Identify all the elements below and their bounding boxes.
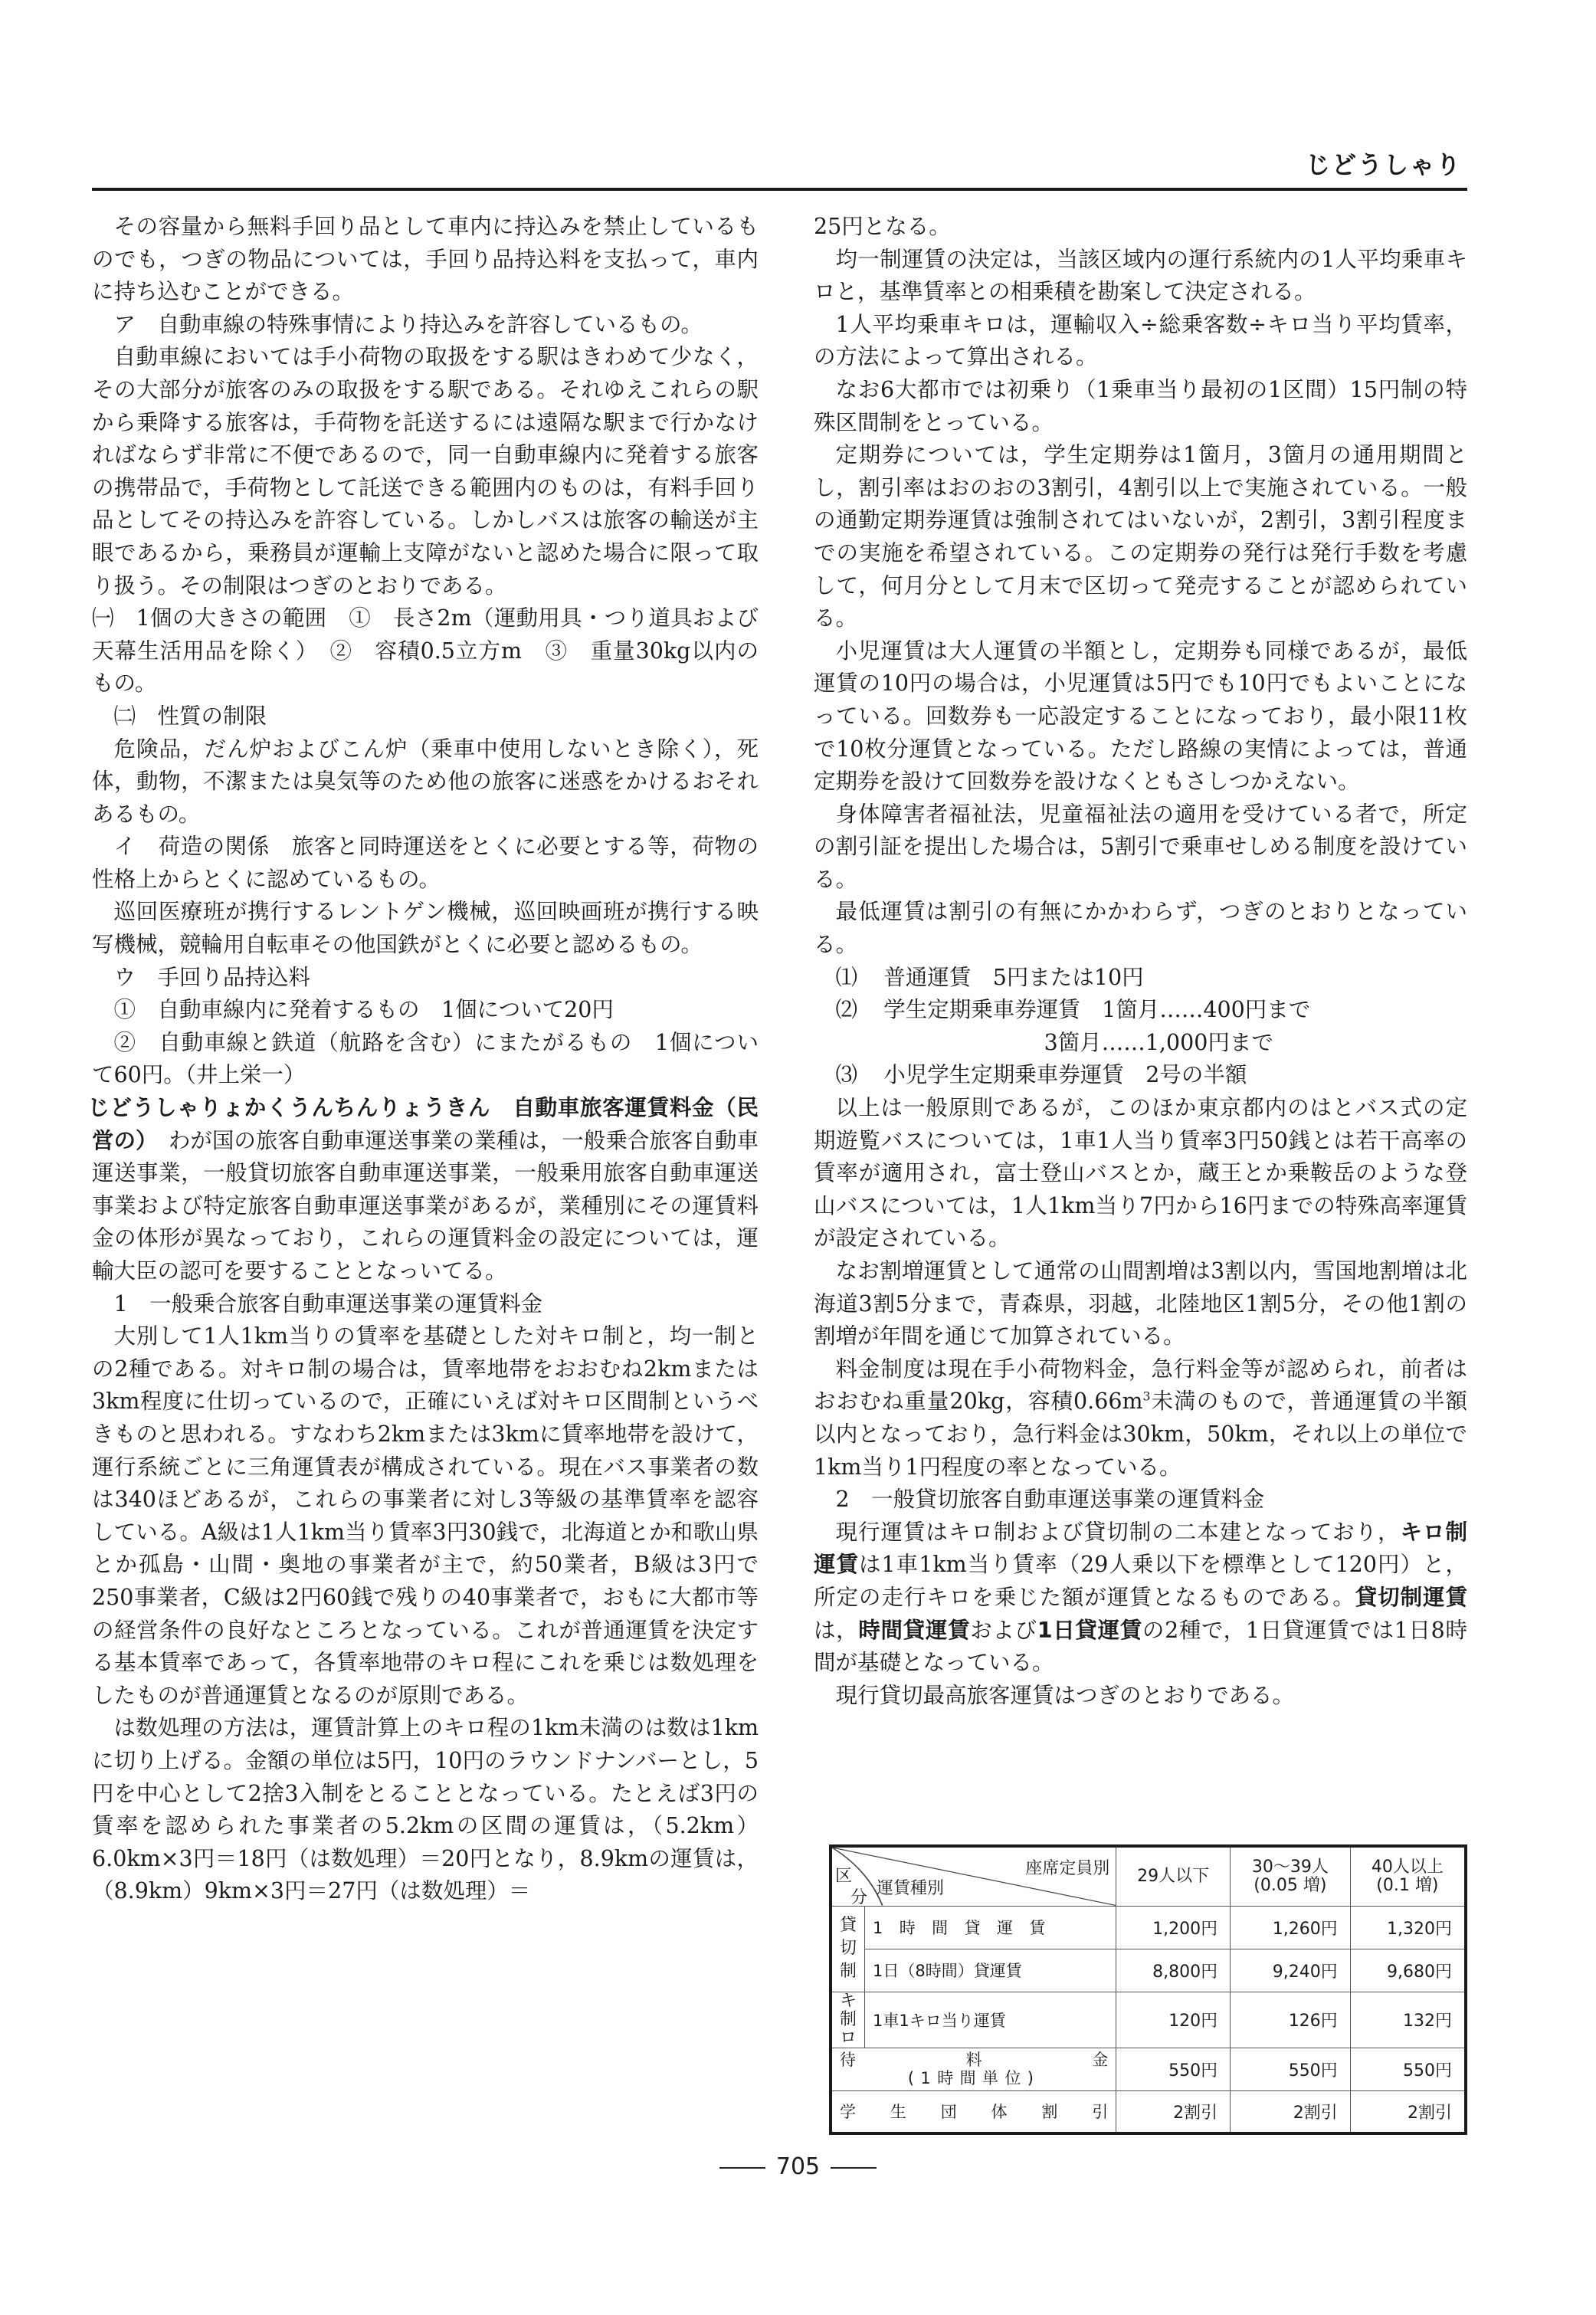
running-head: じどうしゃり [1305, 150, 1462, 179]
waiting-fee-unit: (1時間単位) [907, 2069, 1041, 2087]
text-run: 料金制度は現在手小荷物料金，急行料金等が認められ，前者はおおむね重量20kg，容積0.66m [814, 1356, 1467, 1415]
label-char: 学 [840, 2103, 856, 2122]
column-header-label: 30～39人 [1251, 1857, 1329, 1877]
table-cell: 1,260円 [1231, 1906, 1351, 1949]
bold-term: 1日貸運賃 [1037, 1617, 1142, 1643]
column-header [1231, 1846, 1351, 1906]
label-char: 金 [1092, 2051, 1109, 2069]
table-row [831, 1906, 1466, 1949]
row-label: 1 時 間 貸 運 賃 [865, 1906, 1116, 1949]
label-char: 引 [1092, 2103, 1109, 2122]
paragraph [814, 1517, 1467, 1680]
table-cell: 550円 [1231, 2048, 1351, 2090]
corner-label-kubun: 区 [835, 1867, 853, 1886]
paragraph: なお6大都市では初乗り（1乗車当り最初の1区間）15円制の特殊区間制をとっている。 [814, 376, 1467, 435]
page-number-dash [831, 2167, 877, 2169]
table-cell: 9,680円 [1350, 1949, 1466, 1992]
group-label-kashikiri [831, 1906, 865, 1992]
paragraph: 大別して1人1km当りの賃率を基礎とした対キロ制と，均一制との2種である。対キロ制の場合は，賃率地帯をおおむね2kmまたは3km程度に仕切っているので，正確にいえば対キロ区間制というべきものと思われる。すなわち2kmまたは3kmに賃率地帯を設けて，運行系統ごとに三角運賃表が構成されている。現在バス事業者の数は340ほどあるが，これらの事業者に対し3等級の基準賃率を認容している。A級は1人1km当り賃率3円30銭で，北海道とか和歌山県とか孤島・山間・奥地の事業者が主で，約50業者，B級は3円で250事業者，C級は2円60銭で残りの40事業者で，おもに大都市等の経営条件の良好なところとなっている。これが普通運賃を決定する基本賃率であって，各賃率地帯のキロ程にこれを乗じは数処理をしたものが普通運賃となるのが原則である。 [92, 1323, 759, 1708]
paragraph: 均一制運賃の決定は，当該区域内の運行系統内の1人平均乗車キロと，基準賃率との相乗積を勘案して決定される。 [814, 246, 1467, 305]
row-label-waiting-fee [831, 2048, 1116, 2090]
paragraph: 25円となる。 [814, 214, 951, 239]
corner-label-fare-type: 運賃種別 [877, 1879, 945, 1898]
table-cell: 2割引 [1350, 2090, 1466, 2133]
left-column [87, 211, 759, 1908]
row-label: 1車1キロ当り運賃 [865, 1992, 1116, 2048]
paragraph: 以上は一般原則であるが，このほか東京都内のはとバス式の定期遊覧バスについては，1車1人当り賃率3円50銭とは若干高率の賃率が適用され，富士登山バスとか，蔵王とか乗鞍岳のような登山バスについては，1人1km当り7円から16円までの特殊高率運賃が設定されている。 [814, 1095, 1467, 1251]
text-run: 現行運賃はキロ制および貸切制の二本建となっており， [835, 1519, 1401, 1545]
column-header-note: (0.1 増) [1376, 1875, 1439, 1895]
list-item-i: イ 荷造の関係 旅客と同時運送をとくに必要とする等，荷物の性格上からとくに認めているもの。 [92, 834, 759, 892]
table-cell: 550円 [1116, 2048, 1231, 2090]
waiting-fee-label [840, 2051, 1108, 2069]
row-label: 1日（8時間）貸運賃 [865, 1949, 1116, 1992]
page-number-value: 705 [775, 2153, 821, 2180]
paragraph: 危険品，だん炉およびこん炉（乗車中使用しないとき除く），死体，動物，不潔または臭気等のため他の旅客に迷惑をかけるおそれあるもの。 [92, 736, 759, 827]
group-label-kiro: キ制ロ [831, 1992, 865, 2048]
section-heading-2: 2 一般貸切旅客自動車運送事業の運賃料金 [835, 1487, 1265, 1513]
paragraph [814, 1353, 1467, 1484]
list-number: ⑴ [835, 964, 858, 990]
sub-item-size-limit: ㈠ 1個の大きさの範囲 ① 長さ2m（運動用具・つり道具および天幕生活用品を除く） ② 容積0.5立方m ③ 重量30kg以内のもの。 [92, 605, 759, 697]
vertical-label-char: 切 [839, 1939, 857, 1958]
label-char: 体 [991, 2103, 1008, 2122]
table-cell: 8,800円 [1116, 1949, 1231, 1992]
section-heading-1: 1 一般乗合旅客自動車運送事業の運賃料金 [113, 1290, 543, 1317]
paragraph: なお割増運賃として通常の山間割増は3割以内，雪国地割増は北海道3割5分まで，青森県，羽越，北陸地区1割5分，その他1割の割増が年間を通じて加算されている。 [814, 1258, 1467, 1349]
min-fare-row [814, 962, 1467, 995]
text-run: は， [814, 1617, 859, 1643]
table-cell: 132円 [1350, 1992, 1466, 2048]
corner-label-seat-capacity: 座席定員別 [1025, 1859, 1110, 1878]
vertical-label [832, 1914, 864, 1983]
column-header [1350, 1846, 1466, 1906]
paragraph: 巡回医療班が携行するレントゲン機械，巡回映画班が携行する映写機械，競輪用自転車その他国鉄がとくに必要と認めるもの。 [92, 899, 759, 958]
min-fare-row [814, 1059, 1467, 1092]
column-header-label: 29人以下 [1137, 1866, 1210, 1886]
table-cell: 550円 [1350, 2048, 1466, 2090]
table-corner-cell [831, 1846, 1116, 1906]
table-cell: 2割引 [1231, 2090, 1351, 2133]
table-cell: 120円 [1116, 1992, 1231, 2048]
table-row [831, 1992, 1466, 2048]
charter-fare-table [829, 1844, 1467, 2135]
column-header-note: (0.05 増) [1254, 1875, 1327, 1895]
fee-item-2: ② 自動車線と鉄道（航路を含む）にまたがるもの 1個について60円。（井上栄一） [92, 1029, 759, 1088]
list-item-a: ア 自動車線の特殊事情により持込みを許容しているもの。 [113, 311, 703, 337]
fee-item-1: ① 自動車線内に発着するもの 1個について20円 [113, 997, 614, 1023]
column-header [1116, 1846, 1231, 1906]
paragraph: は数処理の方法は，運賃計算上のキロ程の1km未満のは数は1kmに切り上げる。金額の単位は5円，10円のラウンドナンバーとし，5円を中心として2捨3入制をとることとなっている。たとえば3円の賃率を認められた事業者の5.2kmの区間の運賃は，（5.2km）6.0km×3円＝18円（は数処理）＝20円となり，8.9kmの運賃は，（8.9km）9km×3円＝27円（は数処理）＝ [92, 1715, 759, 1904]
list-label: 普通運賃 [883, 964, 972, 990]
list-value: 1箇月……400円まで [1102, 997, 1311, 1023]
text-run: は1車1km当り賃率（29人乗以下を標準として120円）と，所定の走行キロを乗じた額が運賃となるものである。 [814, 1552, 1467, 1610]
entry-body: わが国の旅客自動車運送事業の業種は，一般乗合旅客自動車運送事業，一般貸切旅客自動車運送事業，一般乗用旅客自動車運送事業および特定旅客自動車運送事業があるが，業種別にその運賃料金の体形が異なっており，これらの運賃料金の設定については，運輸大臣の認可を要することとなっいてる。 [92, 1127, 759, 1284]
list-item-u: ウ 手回り品持込料 [113, 964, 311, 990]
table-cell: 1,320円 [1350, 1906, 1466, 1949]
paragraph: 身体障害者福祉法，児童福祉法の適用を受けている者で，所定の割引証を提出した場合は，5割引で乗車せしめる制度を設けている。 [814, 801, 1467, 892]
table-cell: 126円 [1231, 1992, 1351, 2048]
page-number-dash [719, 2167, 765, 2169]
paragraph: 最低運賃は割引の有無にかかわらず，つぎのとおりとなっている。 [814, 899, 1467, 958]
paragraph: 定期券については，学生定期券は1箇月，3箇月の通用期間とし，割引率はおのおの3割引，4割引以上で実施されている。一般の通勤定期券運賃は強制されてはいないが，2割引，3割引程度までの実施を希望されている。この定期券の発行は発行手数を考慮して，何月分として月末で区切って発売することが認められている。 [814, 442, 1467, 631]
list-value: 5円または10円 [992, 964, 1144, 990]
text-run: の2種で，1日貸運賃では1日8時間が基礎となっている。 [814, 1617, 1467, 1676]
vertical-label-char: 制 [839, 1962, 857, 1981]
min-fare-continuation: 3箇月……1,000円まで [1044, 1029, 1273, 1055]
paragraph: その容量から無料手回り品として車内に持込みを禁止しているものでも，つぎの物品については，手回り品持込料を支払って，車内に持ち込むことができる。 [92, 214, 759, 305]
dictionary-entry [87, 1092, 759, 1288]
list-label: 小児学生定期乗車券運賃 [883, 1062, 1124, 1088]
label-char: 生 [890, 2103, 906, 2122]
table-cell: 2割引 [1116, 2090, 1231, 2133]
table-row [831, 2048, 1466, 2090]
table-cell: 9,240円 [1231, 1949, 1351, 1992]
entry-headword: じどうしゃりょかくうんちんりょうきん 自動車旅客運賃料金（民営の） [87, 1095, 759, 1153]
page-number [0, 2153, 1596, 2180]
list-number: ⑶ [835, 1062, 858, 1088]
paragraph: 自動車線においては手小荷物の取扱をする駅はきわめて少なく，その大部分が旅客のみの取扱をする駅である。それゆえこれらの駅から乗降する旅客は，手荷物を託送するには遠隔な駅まで行かなければならず非常に不便であるので，同一自動車線内に発着する旅客の携帯品で，手荷物として託送できる範囲内のものは，有料手回り品としてその持込みを許容している。しかしバスは旅客の輸送が主眼であるから，乗務員が運輸上支障がないと認めた場合に限って取り扱う。その制限はつぎのとおりである。 [92, 344, 759, 598]
paragraph: 現行貸切最高旅客運賃はつぎのとおりである。 [835, 1682, 1295, 1708]
list-number: ⑵ [835, 997, 858, 1023]
header-rule [92, 188, 1467, 191]
table-header-row [831, 1846, 1466, 1906]
spread-label [840, 2100, 1108, 2123]
label-char: 料 [965, 2051, 982, 2069]
text-run: および [970, 1617, 1037, 1643]
label-char: 団 [940, 2103, 957, 2122]
row-label-student-group-discount [831, 2090, 1116, 2133]
label-char: 割 [1041, 2103, 1058, 2122]
sub-item-nature-limit: ㈡ 性質の制限 [113, 703, 267, 729]
paragraph: 1人平均乗車キロは，運輸収入÷総乗客数÷キロ当り平均賃率，の方法によって算出される。 [814, 311, 1467, 370]
label-char: 待 [840, 2051, 856, 2069]
right-column [814, 211, 1467, 1712]
min-fare-row [814, 994, 1467, 1027]
corner-label-kubun: 分 [850, 1888, 868, 1907]
list-value: 2号の半額 [1145, 1062, 1247, 1088]
table-row [831, 2090, 1466, 2133]
bold-term: キロ制運賃 [814, 1519, 1467, 1578]
bold-term: 時間貸運賃 [858, 1617, 971, 1643]
paragraph: 小児運賃は大人運賃の半額とし，定期券も同様であるが，最低運賃の10円の場合は，小児運賃は5円でも10円でもよいことになっている。回数券も一応設定することになっており，最小限11枚で10枚分運賃となっている。ただし路線の実情によっては，普通定期券を設けて回数券を設けなくともさしつかえない。 [814, 638, 1467, 795]
table-cell: 1,200円 [1116, 1906, 1231, 1949]
text-run: 未満のもので，普通運賃の半額以内となっており，急行料金は30km，50km，それ以上の単位で1km当り1円程度の率となっている。 [814, 1389, 1467, 1480]
table-row [831, 1949, 1466, 1992]
vertical-label-char: 貸 [839, 1916, 857, 1935]
column-header-label: 40人以上 [1371, 1857, 1444, 1877]
list-label: 学生定期乗車券運賃 [883, 997, 1080, 1023]
bold-term: 貸切制運賃 [1355, 1584, 1467, 1610]
superscript: 3 [1142, 1389, 1151, 1404]
